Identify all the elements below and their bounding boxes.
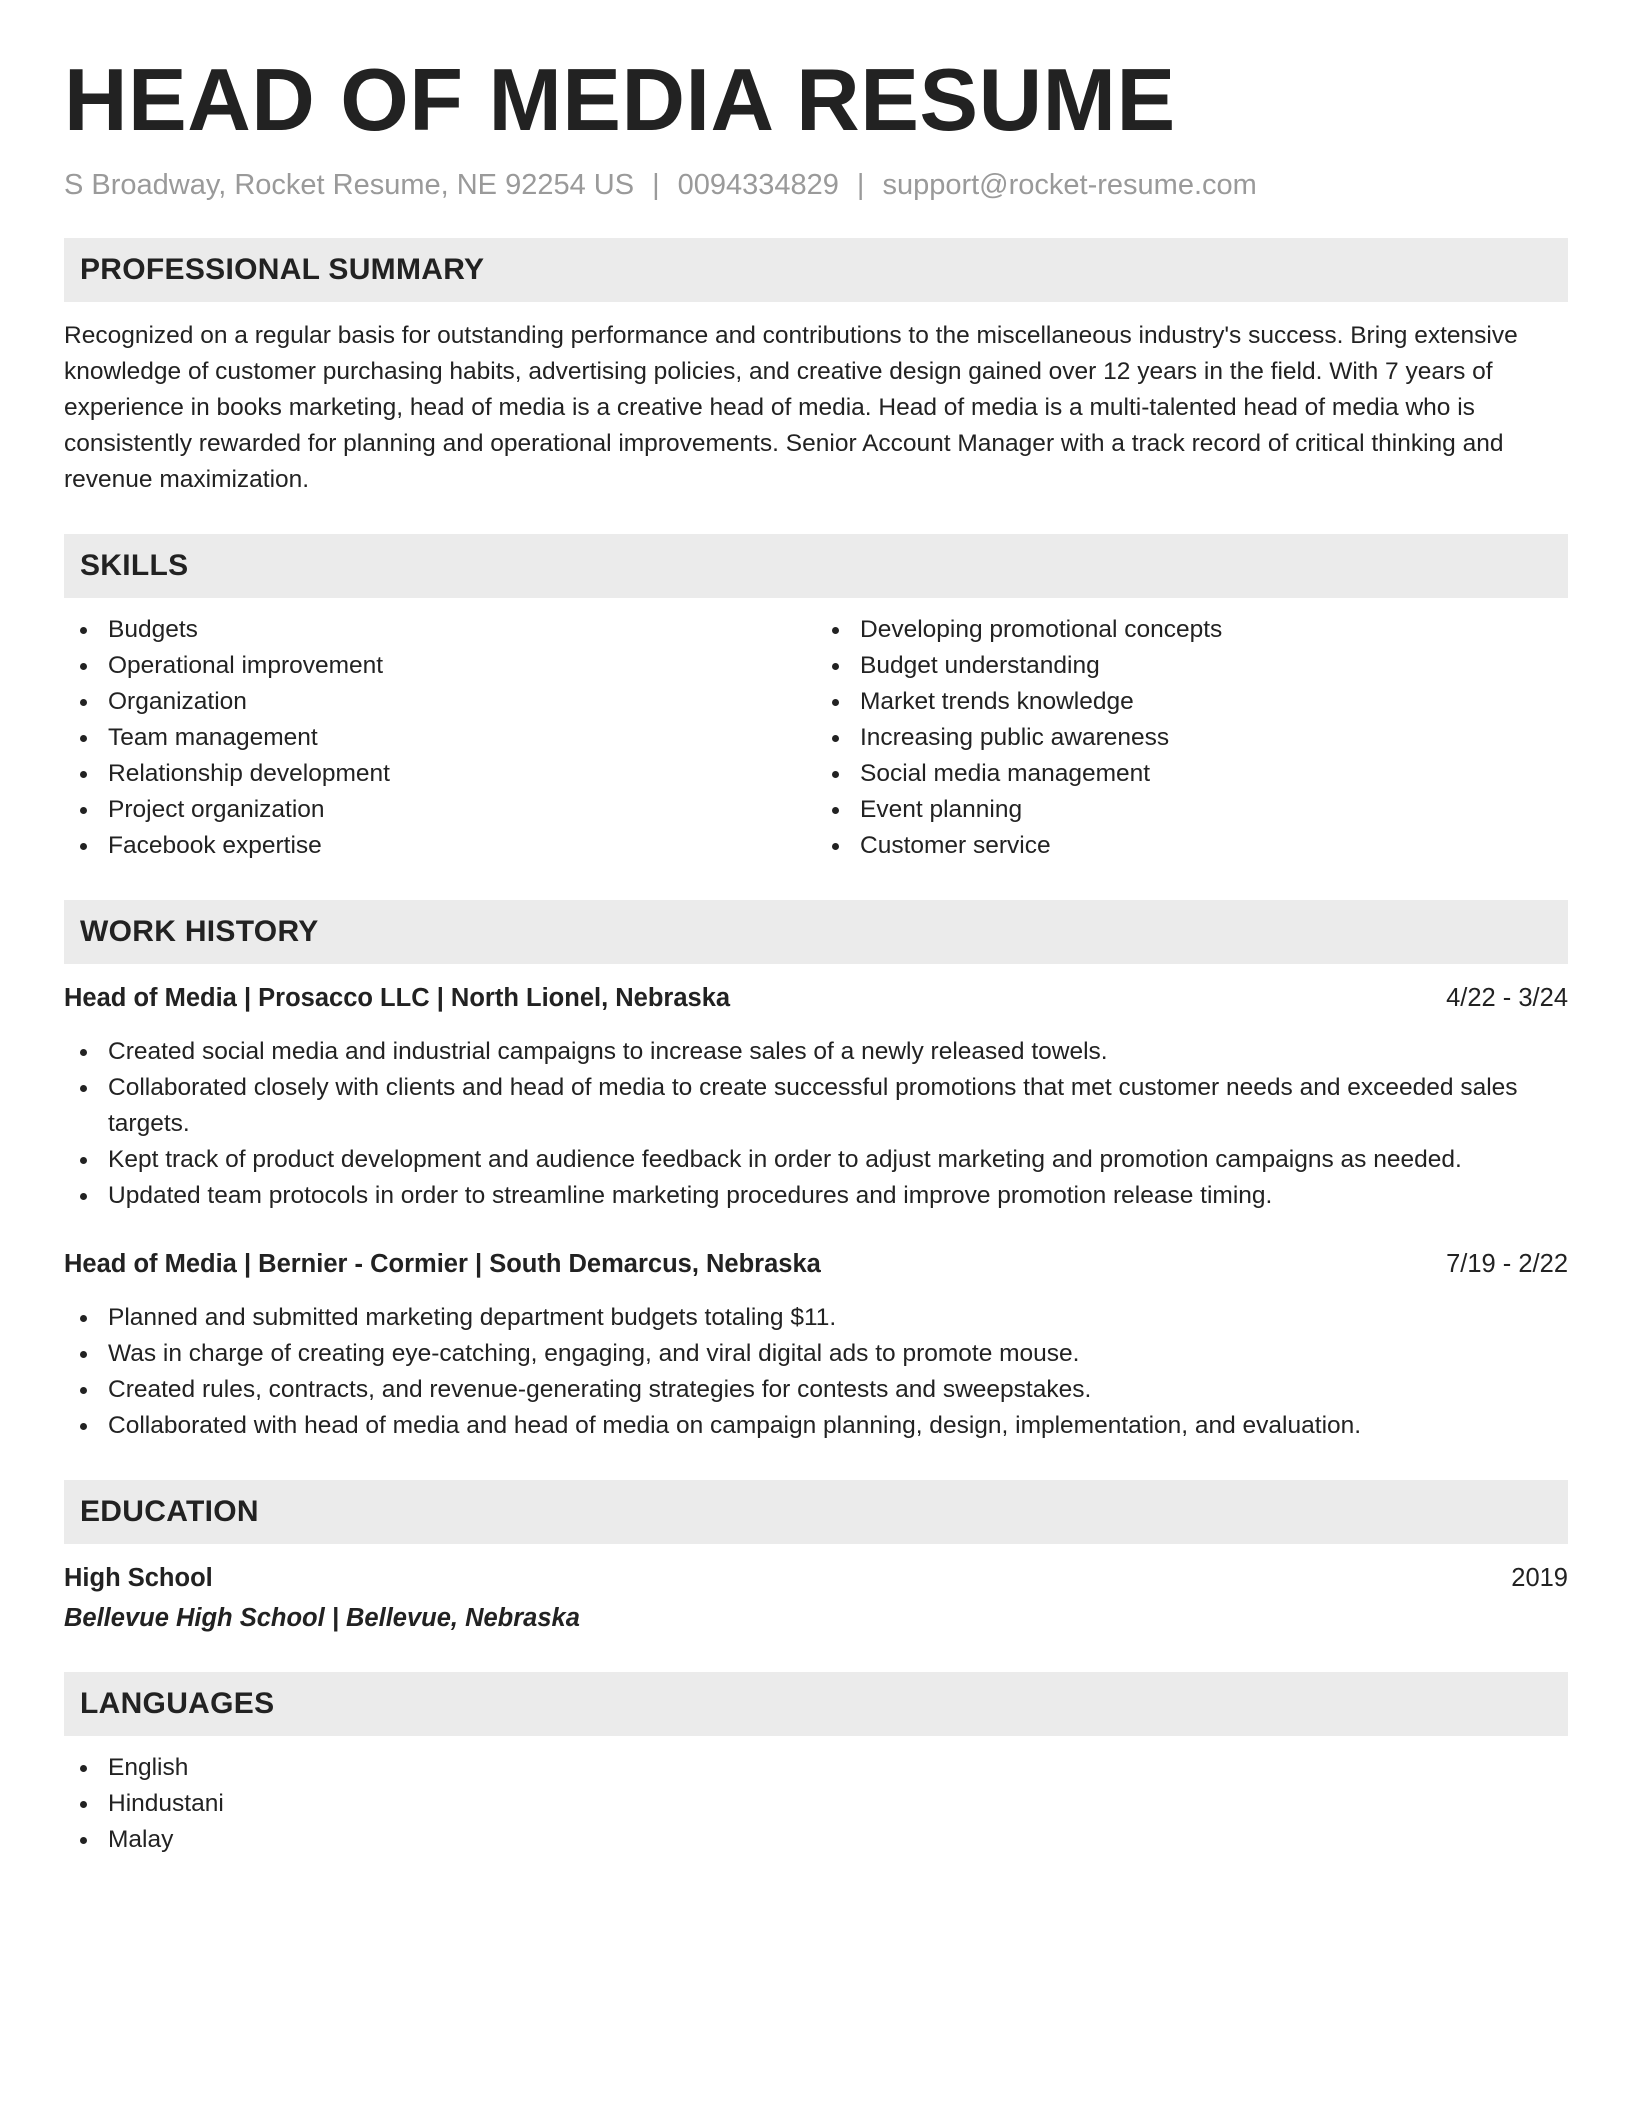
skill-item: Budgets (64, 612, 816, 648)
skill-item: Increasing public awareness (816, 720, 1568, 756)
language-item: English (64, 1750, 1568, 1786)
job-bullet: Collaborated closely with clients and head of media to create successful promotions that met customer needs and exceeded sales targets. (64, 1070, 1568, 1142)
job-header (64, 1246, 1568, 1282)
job-title: Head of Media | Prosacco LLC | North Lionel, Nebraska (64, 983, 731, 1012)
language-item: Malay (64, 1822, 1568, 1858)
skill-item: Developing promotional concepts (816, 612, 1568, 648)
job-bullet: Was in charge of creating eye-catching, engaging, and viral digital ads to promote mouse. (64, 1336, 1568, 1372)
languages-list (64, 1750, 1568, 1858)
job-header (64, 980, 1568, 1016)
skill-item: Facebook expertise (64, 828, 816, 864)
skill-item: Team management (64, 720, 816, 756)
skill-item: Organization (64, 684, 816, 720)
section-heading-work-history: WORK HISTORY (64, 900, 1568, 964)
skill-item: Market trends knowledge (816, 684, 1568, 720)
contact-phone: 0094334829 (677, 168, 839, 201)
skill-item: Project organization (64, 792, 816, 828)
job-dates: 4/22 - 3/24 (1446, 983, 1568, 1012)
job-entry (64, 980, 1568, 1214)
contact-email: support@rocket-resume.com (882, 168, 1257, 201)
skill-item: Relationship development (64, 756, 816, 792)
resume-title: HEAD OF MEDIA RESUME (64, 50, 1176, 149)
job-bullets (64, 1034, 1568, 1214)
job-bullet: Collaborated with head of media and head of media on campaign planning, design, implementation, and evaluation. (64, 1408, 1568, 1444)
section-heading-languages: LANGUAGES (64, 1672, 1568, 1736)
job-bullet: Updated team protocols in order to streamline marketing procedures and improve promotion release timing. (64, 1178, 1568, 1214)
skill-item: Social media management (816, 756, 1568, 792)
skills-column-right (816, 612, 1568, 864)
contact-address: S Broadway, Rocket Resume, NE 92254 US (64, 168, 635, 201)
skills-column-left (64, 612, 816, 864)
contact-separator: | (856, 168, 865, 201)
skill-item: Customer service (816, 828, 1568, 864)
job-bullet: Created rules, contracts, and revenue-generating strategies for contests and sweepstakes. (64, 1372, 1568, 1408)
education-header (64, 1560, 1568, 1596)
summary-text: Recognized on a regular basis for outstanding performance and contributions to the miscellaneous industry's success. Bring extensive knowledge of customer purchasing habits, advertising policies, and creative design gained over 12 years in the field. With 7 years of experience in books marketing, head of media is a creative head of media. Head of media is a multi-talented head of media who is consistently rewarded for planning and operational improvements. Senior Account Manager with a track record of critical thinking and revenue maximization. (64, 321, 1518, 493)
section-heading-summary: PROFESSIONAL SUMMARY (64, 238, 1568, 302)
job-bullet: Kept track of product development and audience feedback in order to adjust marketing and promotion campaigns as needed. (64, 1142, 1568, 1178)
job-bullets (64, 1300, 1568, 1444)
job-dates: 7/19 - 2/22 (1446, 1249, 1568, 1278)
job-bullet: Planned and submitted marketing department budgets totaling $11. (64, 1300, 1568, 1336)
education-entry (64, 1560, 1568, 1636)
section-heading-skills: SKILLS (64, 534, 1568, 598)
education-school: Bellevue High School | Bellevue, Nebraska (64, 1603, 580, 1632)
job-bullet: Created social media and industrial campaigns to increase sales of a newly released towels. (64, 1034, 1568, 1070)
job-title: Head of Media | Bernier - Cormier | South Demarcus, Nebraska (64, 1249, 821, 1278)
skills-list (64, 612, 1568, 864)
skill-item: Budget understanding (816, 648, 1568, 684)
contact-separator: | (652, 168, 660, 201)
education-degree: High School (64, 1563, 213, 1592)
skill-item: Operational improvement (64, 648, 816, 684)
language-item: Hindustani (64, 1786, 1568, 1822)
education-year: 2019 (1511, 1563, 1568, 1592)
contact-line (64, 169, 1568, 202)
skill-item: Event planning (816, 792, 1568, 828)
job-entry (64, 1246, 1568, 1444)
section-heading-education: EDUCATION (64, 1480, 1568, 1544)
